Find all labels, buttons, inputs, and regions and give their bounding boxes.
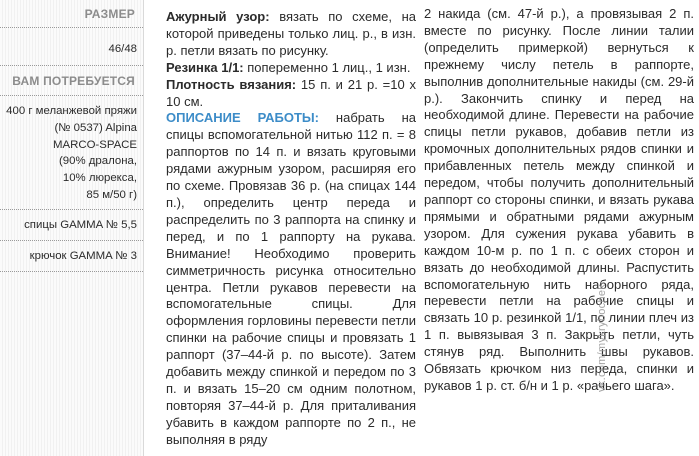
yarn-line: MARCO-SPACE: [53, 138, 137, 151]
description-text: набрать на спицы вспомогательной нитью 112 п. = 8 раппортов по 14 п. и вязать круговыми рядами ажурным узором, расширяя его по схеме. Провязав 36 р. (на спицах 144 п.), определить центр переда и распределить по 3 раппорта на спинку и перед, и по 1 раппорту на рукава. Внимание! Необходимо проверить симметричность рисунка относительно центра. Петли рукавов перевести на вспомогательные спицы. Для оформления горловины перевести петли спинки на рабочие спицы и провязать 1 раппорт (37–44-й р. по высоте). Затем добавить между спинкой и передом по 3 п. и вязать 15–20 см одним полотном, повторяя 37–44-й р. Для приталивания убавить в каждом раппорте по 2 п., не выполняя в ряду: [166, 110, 417, 447]
needles-info: спицы GAMMA № 5,5: [24, 219, 137, 231]
instructions-column-1: [166, 9, 416, 449]
openwork-paragraph: [166, 9, 416, 60]
density-label: Плотность вязания:: [166, 76, 297, 92]
divider: [0, 95, 143, 96]
divider: [0, 27, 143, 28]
divider: [0, 240, 143, 241]
needs-heading: ВАМ ПОТРЕБУЕТСЯ: [12, 74, 135, 88]
openwork-label: Ажурный узор:: [166, 9, 270, 24]
continuation-paragraph: 2 накида (см. 47-й р.), а провязывая 2 п. вместе по рисунку. После линии талии (определить примеркой) вернуться к прежнему числу петель в раппорте, выполнив дополнительные накиды (см. 29-й р.). Закончить спинку и перед на необходимой длине. Перевести на рабочие спицы петли рукавов, добавив петли из кромочных дополнительных рядов спинки и прибавленных петель между спинкой и передом, чтобы получить дополнительный раппорт со стороны спинки, и вязать рукава прямыми и обратными рядами ажурным узором. Для сужения рукава убавить в каждом 10-м р. по 1 п. с обеих сторон и вязать до необходимой длины. Распустить вспомогательную нить наборного ряда, перевести петли на рабочие спицы и связать 10 р. резинкой 1/1, по линии плеч из 1 п. вывязывая 3 п. Закрыть петли, чуть стянув ряд. Выполнить швы рукавов. Обвязать крючком низ переда, спинки и рукавов 1 р. ст. б/н и 1 р. «рачьего шага».: [424, 6, 694, 393]
size-heading: РАЗМЕР: [84, 7, 135, 21]
yarn-line: 10% люрекса,: [62, 172, 137, 185]
openwork-text: вязать по схеме, на которой приведены только лиц. р., в изн. р. петли вязать по рисунку.: [166, 9, 416, 58]
divider: [0, 271, 143, 272]
description-paragraph: [166, 110, 416, 448]
description-label: ОПИСАНИЕ РАБОТЫ:: [166, 110, 319, 126]
density-text: 15 п. и 21 р. =10 х 10 см.: [166, 76, 417, 109]
divider: [0, 65, 143, 66]
yarn-line: (№ 0537) Alpina: [54, 121, 137, 134]
instructions-column-2: [424, 6, 694, 395]
size-value: 46/48: [108, 43, 137, 55]
materials-sidebar: [0, 0, 144, 456]
yarn-info: [6, 103, 137, 204]
divider: [0, 209, 143, 210]
watermark: vk.com/mykrybochek: [596, 283, 608, 392]
yarn-line: (90% дралона,: [59, 155, 137, 168]
rib-text: попеременно 1 лиц., 1 изн.: [243, 59, 411, 75]
rib-label: Резинка 1/1:: [166, 59, 244, 75]
yarn-line: 85 м/50 г): [86, 188, 137, 201]
rib-paragraph: [166, 60, 416, 77]
hook-info: крючок GAMMA № 3: [29, 250, 137, 262]
density-paragraph: [166, 77, 416, 111]
yarn-line: 400 г меланжевой пряжи: [6, 105, 137, 117]
